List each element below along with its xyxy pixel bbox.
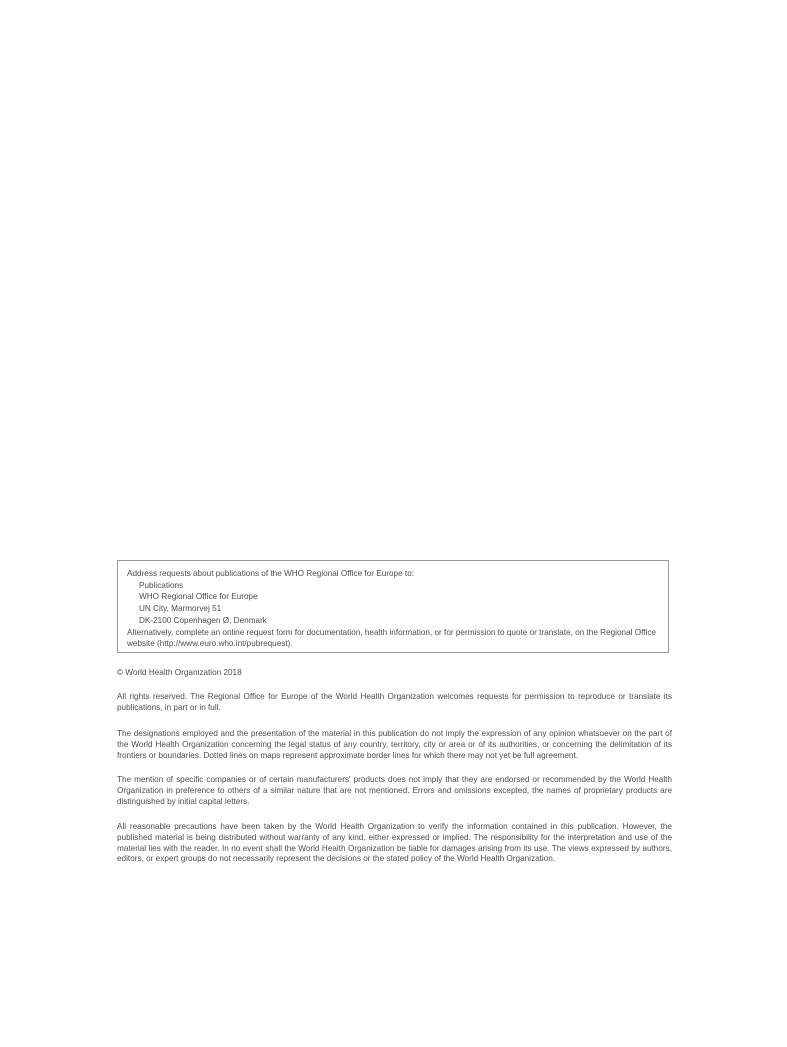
rights-reserved-paragraph: All rights reserved. The Regional Office for Europe of the World Health Organization welcomes requests for permission to reproduce or translate its publications, in part or in full. — [117, 692, 672, 712]
address-line-department: Publications — [139, 580, 184, 590]
address-line-office: WHO Regional Office for Europe — [139, 592, 258, 602]
publication-request-box — [117, 560, 669, 653]
address-line-street: UN City, Marmorvej 51 — [139, 604, 222, 614]
address-intro: Address requests about publications of the WHO Regional Office for Europe to: — [127, 569, 415, 578]
precautions-disclaimer-paragraph: All reasonable precautions have been taken by the World Health Organization to verify the information contained in this publication. However, the published material is being distributed without warranty of any kind, either expressed or implied. The responsibility for the interpretation and use of the material lies with the reader. In no event shall the World Health Organization be liable for damages arising from its use. The views expressed by authors, editors, or expert groups do not necessarily represent the decisions or the stated policy of the World Health Organization. — [117, 822, 672, 864]
address-line-city: DK-2100 Copenhagen Ø, Denmark — [139, 615, 267, 625]
companies-disclaimer-paragraph: The mention of specific companies or of certain manufacturers' products does not imply that they are endorsed or recommended by the World Health Organization in preference to others of a similar nature that are not mentioned. Errors and omissions excepted, the names of proprietary products are distinguished by initial capital letters. — [117, 775, 672, 806]
online-request-note: Alternatively, complete an online request form for documentation, health information, or for permission to quote or translate, on the Regional Office website (http://www.euro.who.int/pubrequest). — [127, 627, 656, 649]
designations-disclaimer-paragraph: The designations employed and the presentation of the material in this publication do not imply the expression of any opinion whatsoever on the part of the World Health Organization concerning the legal status of any country, territory, city or area or of its authorities, or concerning the delimitation of its frontiers or boundaries. Dotted lines on maps represent approximate border lines for which there may not yet be full agreement. — [117, 729, 672, 760]
copyright-notice: © World Health Organization 2018 — [117, 668, 242, 677]
